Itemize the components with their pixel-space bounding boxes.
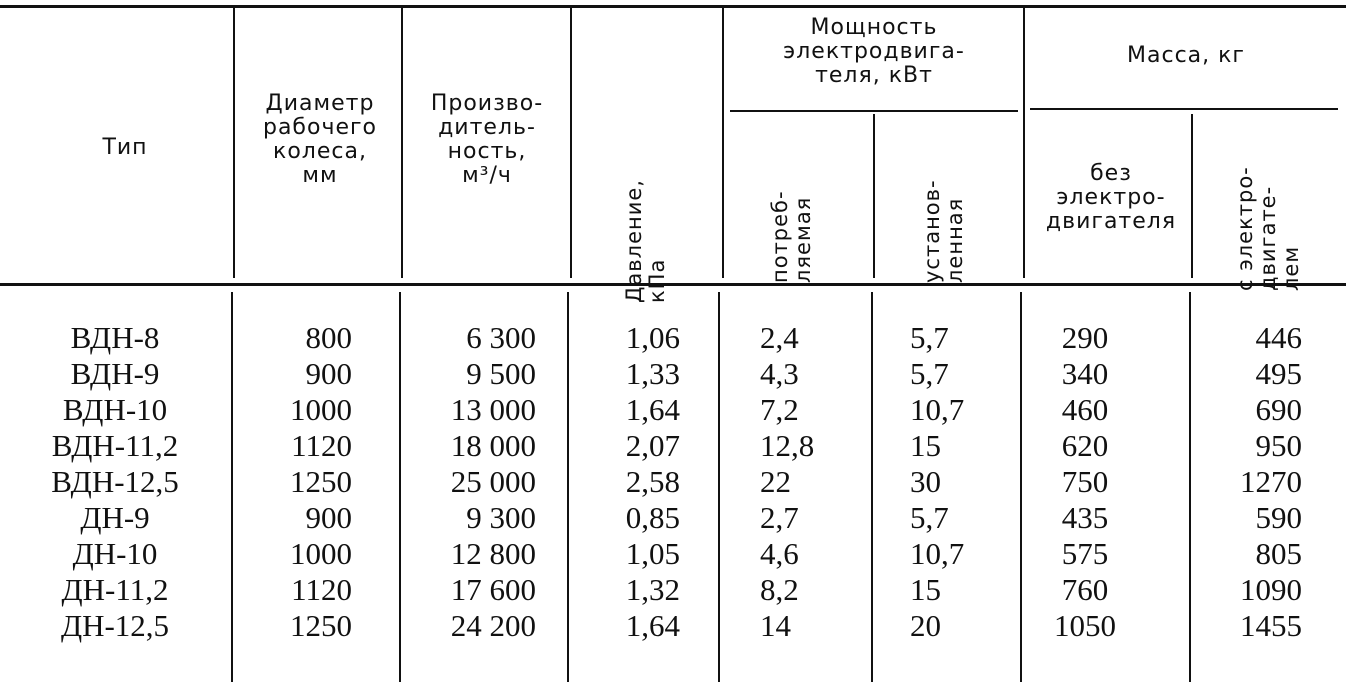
header-vline-3	[570, 8, 572, 278]
cell-mass-with: 1090	[1240, 572, 1302, 607]
header-mass-group: Масса, кг	[1127, 43, 1245, 68]
cell-type: ВДН-9	[70, 356, 160, 391]
cell-productivity: 13 000	[450, 392, 536, 427]
header-mass-without: без электро- двигателя	[1045, 161, 1177, 234]
cell-diameter: 800	[305, 320, 352, 355]
header-vline-5	[873, 114, 875, 278]
cell-power-installed: 5,7	[910, 356, 949, 391]
cell-pressure: 1,33	[625, 356, 680, 391]
cell-mass-without: 750	[1061, 464, 1109, 499]
cell-power-installed: 5,7	[910, 500, 949, 535]
cell-productivity: 12 800	[450, 536, 536, 571]
cell-mass-without: 620	[1061, 428, 1109, 463]
cell-power-consumed: 22	[760, 464, 791, 499]
cell-mass-with: 805	[1255, 536, 1302, 571]
cell-power-consumed: 2,7	[760, 500, 799, 535]
cell-mass-without: 340	[1061, 356, 1109, 391]
cell-power-installed: 30	[910, 464, 941, 499]
cell-power-consumed: 8,2	[760, 572, 799, 607]
cell-mass-without: 460	[1061, 392, 1109, 427]
cell-pressure: 0,85	[625, 500, 680, 535]
cell-mass-with: 446	[1255, 320, 1302, 355]
header-power-consumed: потреб- ляемая	[768, 190, 815, 283]
cell-power-consumed: 12,8	[760, 428, 815, 463]
header-vline-2	[401, 8, 403, 278]
cell-mass-with: 1455	[1240, 608, 1302, 643]
cell-mass-with: 1270	[1240, 464, 1302, 499]
cell-diameter: 1000	[290, 392, 352, 427]
cell-diameter: 1120	[291, 572, 352, 607]
cell-pressure: 1,05	[625, 536, 680, 571]
cell-power-installed: 5,7	[910, 320, 949, 355]
cell-productivity: 18 000	[450, 428, 536, 463]
cell-mass-without: 1050	[1054, 608, 1116, 643]
cell-power-installed: 20	[910, 608, 941, 643]
table-row	[0, 536, 1346, 572]
table-row	[0, 320, 1346, 356]
cell-diameter: 1000	[290, 536, 352, 571]
cell-pressure: 1,64	[625, 608, 680, 643]
cell-pressure: 1,32	[625, 572, 680, 607]
table-row	[0, 608, 1346, 644]
cell-pressure: 1,06	[625, 320, 680, 355]
cell-power-installed: 15	[910, 572, 941, 607]
header-vline-6	[1023, 8, 1025, 278]
cell-diameter: 1250	[290, 608, 352, 643]
cell-pressure: 2,07	[625, 428, 680, 463]
cell-productivity: 6 300	[466, 320, 536, 355]
cell-diameter: 1120	[291, 428, 352, 463]
header-power-group: Мощность электродвига- теля, кВт	[783, 15, 965, 88]
cell-mass-without: 435	[1061, 500, 1109, 535]
cell-power-consumed: 4,3	[760, 356, 799, 391]
cell-power-consumed: 2,4	[760, 320, 799, 355]
cell-productivity: 17 600	[450, 572, 536, 607]
cell-mass-with: 950	[1255, 428, 1302, 463]
table-row	[0, 356, 1346, 392]
cell-mass-without: 760	[1061, 572, 1109, 607]
cell-pressure: 1,64	[625, 392, 680, 427]
header-pressure: Давление, кПа	[622, 179, 669, 303]
cell-pressure: 2,58	[625, 464, 680, 499]
header-type: Тип	[102, 135, 148, 160]
cell-mass-with: 590	[1255, 500, 1302, 535]
cell-mass-without: 290	[1061, 320, 1109, 355]
header-mass-with: с электро- двигате- лем	[1233, 166, 1303, 291]
cell-type: ВДН-12,5	[51, 464, 179, 499]
header-productivity: Произво- дитель- ность, м³/ч	[430, 91, 544, 188]
cell-type: ВДН-8	[70, 320, 160, 355]
cell-diameter: 900	[305, 356, 352, 391]
header-power-installed: установ- ленная	[920, 179, 967, 283]
cell-diameter: 1250	[290, 464, 352, 499]
table-row	[0, 392, 1346, 428]
header-vline-1	[233, 8, 235, 278]
cell-type: ДН-9	[80, 500, 150, 535]
cell-productivity: 24 200	[450, 608, 536, 643]
cell-productivity: 9 500	[466, 356, 536, 391]
cell-power-installed: 10,7	[910, 392, 965, 427]
header-bottom-rule	[0, 283, 1346, 286]
cell-mass-with: 690	[1255, 392, 1302, 427]
top-rule	[0, 5, 1346, 8]
cell-power-installed: 15	[910, 428, 941, 463]
table-row	[0, 572, 1346, 608]
cell-power-installed: 10,7	[910, 536, 965, 571]
cell-type: ДН-10	[72, 536, 158, 571]
cell-productivity: 9 300	[466, 500, 536, 535]
header-vline-4	[722, 8, 724, 278]
cell-productivity: 25 000	[450, 464, 536, 499]
cell-power-consumed: 7,2	[760, 392, 799, 427]
table-row	[0, 500, 1346, 536]
power-group-rule	[730, 110, 1018, 112]
table-row	[0, 464, 1346, 500]
cell-diameter: 900	[305, 500, 352, 535]
cell-power-consumed: 4,6	[760, 536, 799, 571]
cell-type: ДН-11,2	[61, 572, 169, 607]
cell-type: ДН-12,5	[60, 608, 170, 643]
header-diameter: Диаметр рабочего колеса, мм	[262, 91, 378, 188]
cell-mass-without: 575	[1061, 536, 1109, 571]
table-row	[0, 428, 1346, 464]
cell-type: ВДН-10	[62, 392, 168, 427]
cell-power-consumed: 14	[760, 608, 791, 643]
cell-type: ВДН-11,2	[51, 428, 179, 463]
cell-mass-with: 495	[1255, 356, 1302, 391]
